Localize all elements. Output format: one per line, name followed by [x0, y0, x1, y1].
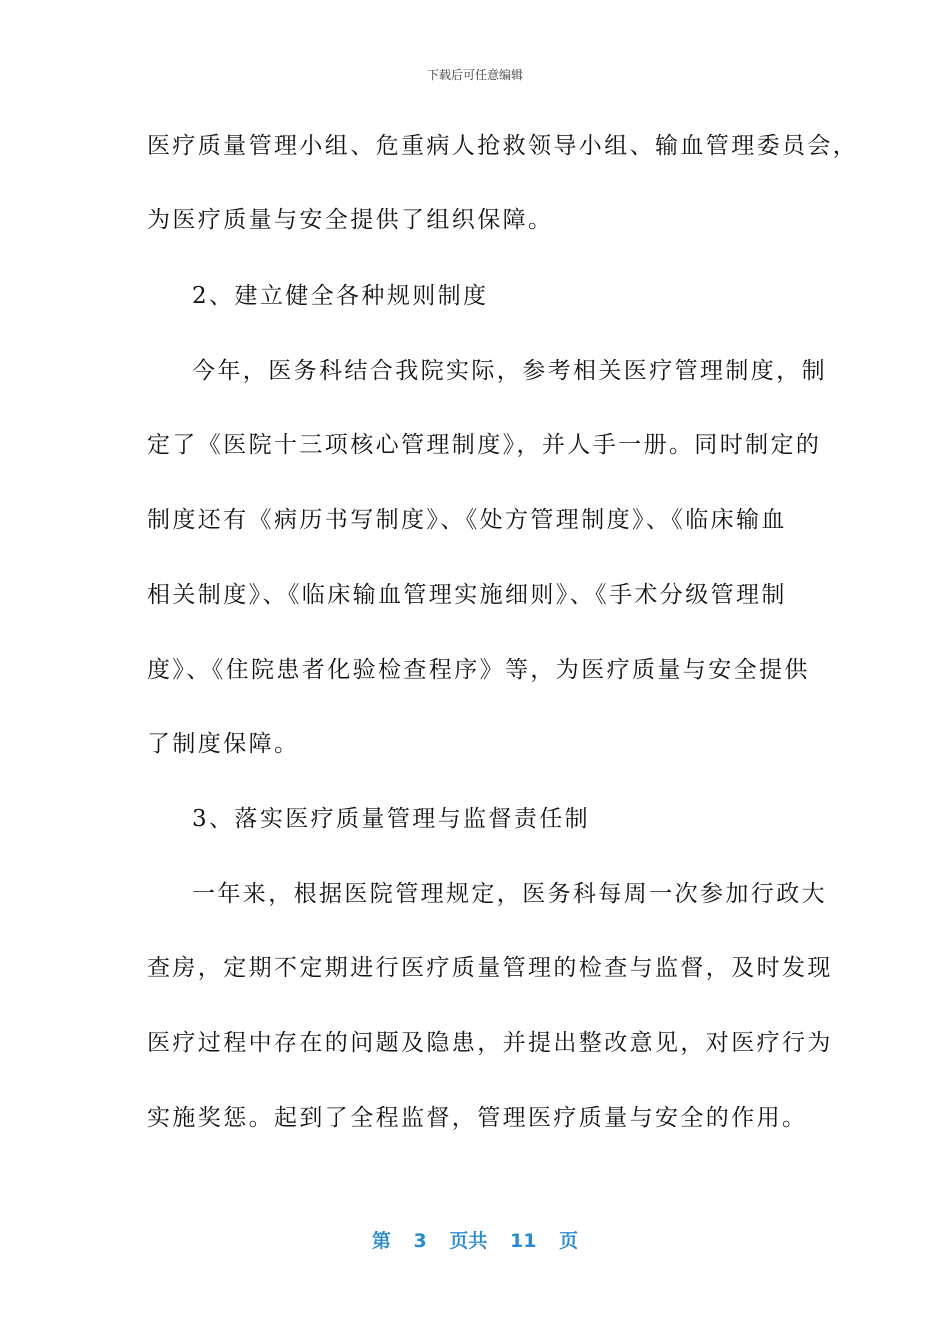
body-line-11: 医疗过程中存在的问题及隐患，并提出整改意见，对医疗行为 — [147, 1030, 833, 1056]
footer-total-pages: 11 — [510, 1230, 537, 1252]
body-line-3: 今年，医务科结合我院实际，参考相关医疗管理制度，制 — [192, 358, 827, 384]
footer-prefix: 第 — [371, 1230, 391, 1252]
footer-page-number: 3 — [413, 1230, 427, 1252]
page-header: 下载后可任意编辑 — [426, 68, 523, 82]
body-line-7: 度》、《住院患者化验检查程序》等，为医疗质量与安全提供 — [147, 657, 810, 683]
body-line-4: 定了《医院十三项核心管理制度》，并人手一册。同时制定的 — [147, 432, 822, 458]
body-line-10: 查房，定期不定期进行医疗质量管理的检查与监督，及时发现 — [147, 955, 833, 981]
body-line-2: 为医疗质量与安全提供了组织保障。 — [147, 207, 554, 233]
body-line-6: 相关制度》、《临床输血管理实施细则》、《手术分级管理制 — [147, 582, 787, 608]
footer-middle: 页共 — [449, 1230, 488, 1252]
body-line-12: 实施奖惩。起到了全程监督，管理医疗质量与安全的作用。 — [147, 1105, 808, 1131]
body-line-1: 医疗质量管理小组、危重病人抢救领导小组、输血管理委员会， — [147, 133, 859, 159]
footer-suffix: 页 — [559, 1230, 579, 1252]
page-footer — [0, 1226, 950, 1253]
section-heading-2: 2、建立健全各种规则制度 — [192, 283, 489, 309]
body-line-9: 一年来，根据医院管理规定，医务科每周一次参加行政大 — [192, 881, 827, 907]
body-line-5: 制度还有《病历书写制度》、《处方管理制度》、《临床输血 — [147, 507, 787, 533]
section-heading-3: 3、落实医疗质量管理与监督责任制 — [192, 806, 591, 832]
body-line-8: 了制度保障。 — [147, 731, 300, 757]
